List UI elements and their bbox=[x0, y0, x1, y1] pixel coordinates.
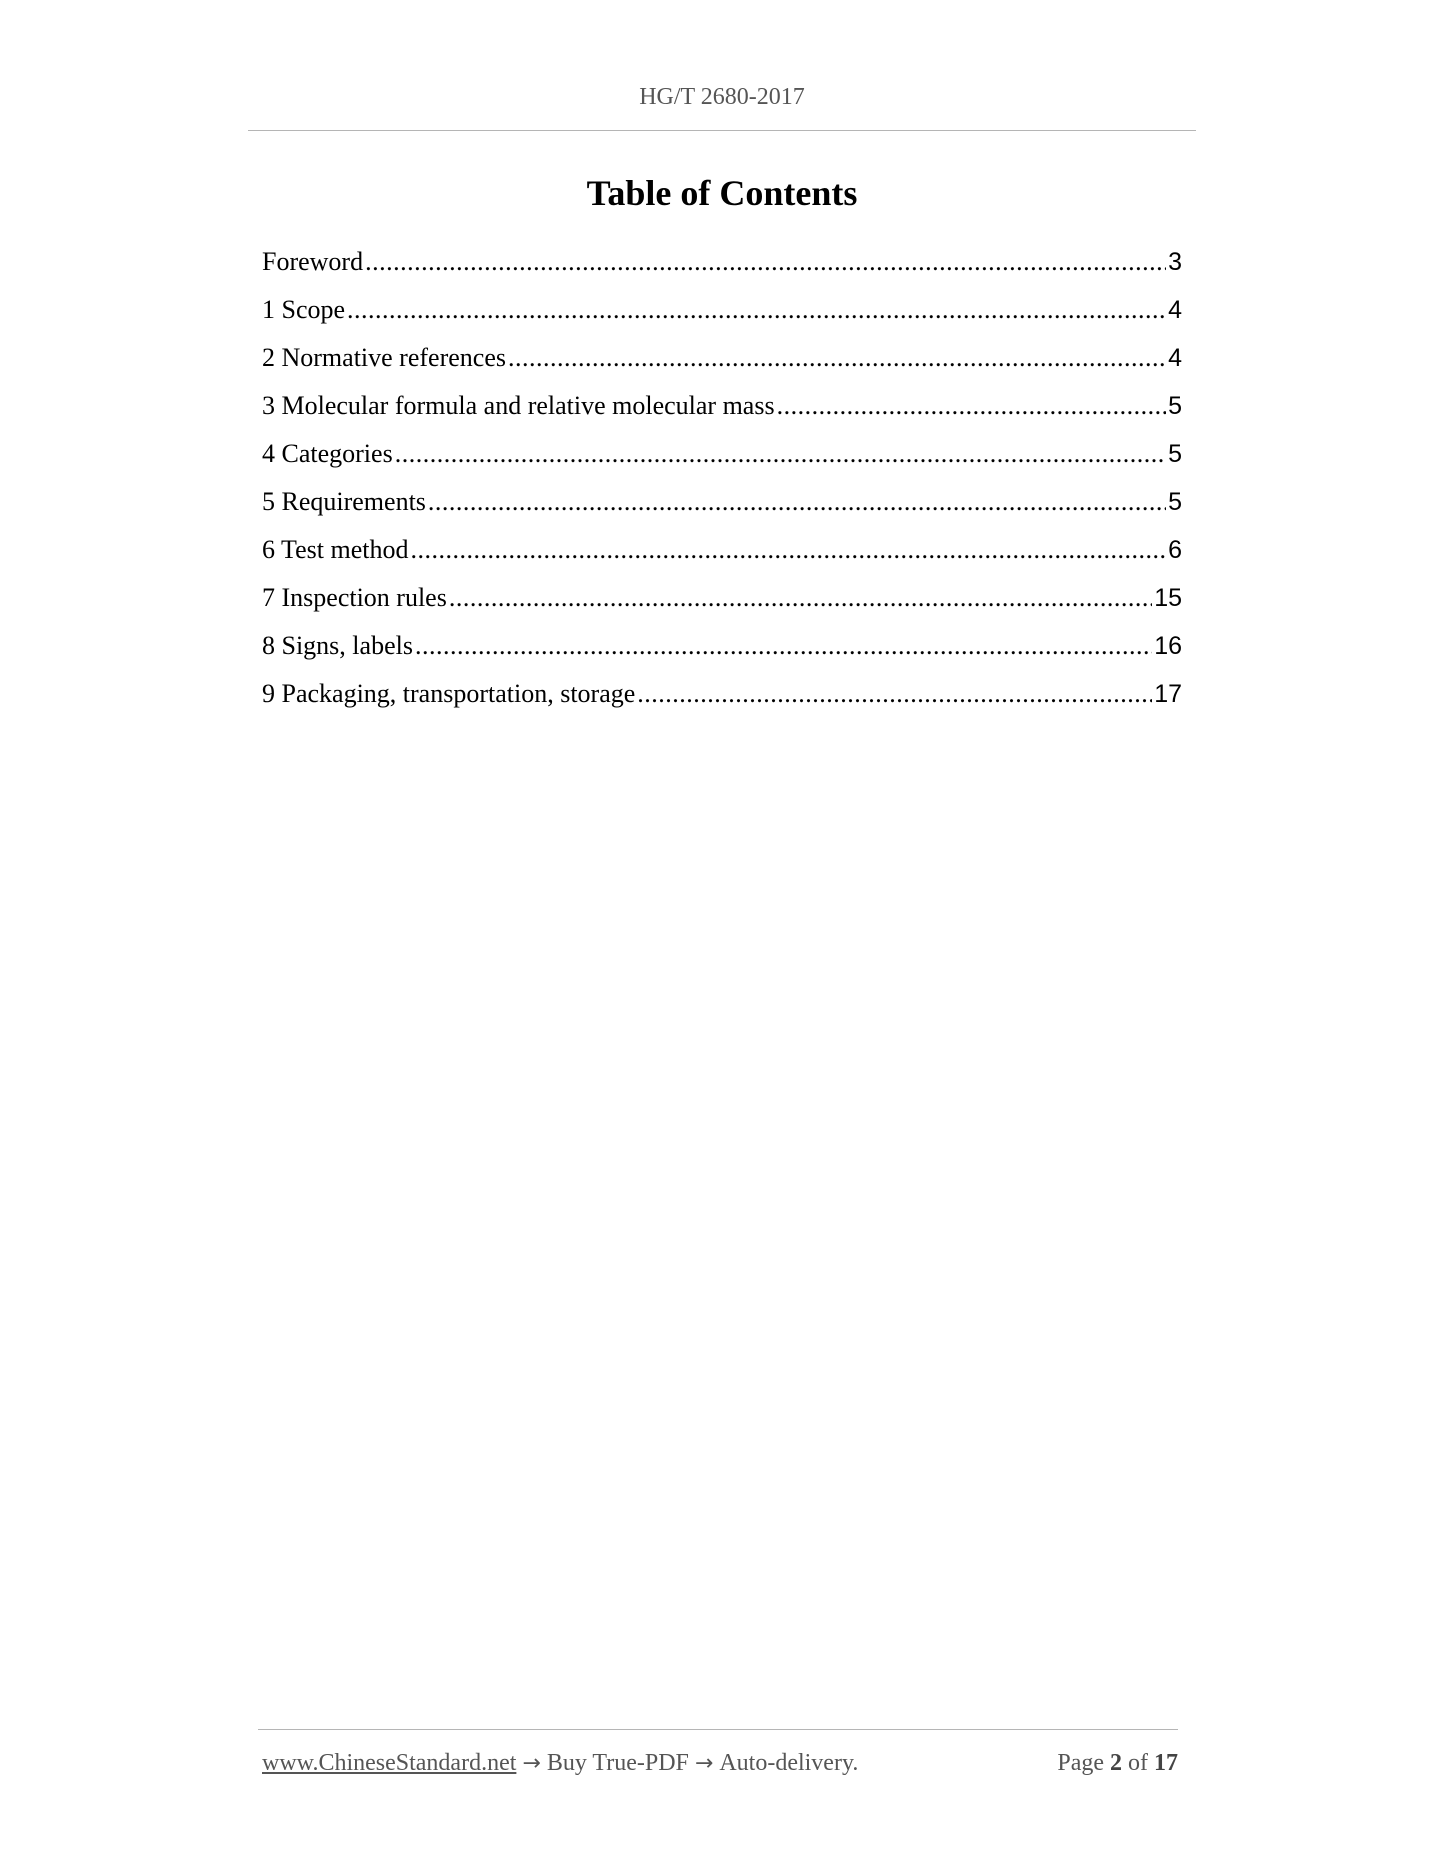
toc-dot-leader bbox=[508, 334, 1166, 382]
toc-item-label: Foreword bbox=[262, 247, 364, 276]
toc-item-requirements[interactable] bbox=[262, 478, 1182, 526]
page-of: of bbox=[1128, 1750, 1148, 1776]
toc-item-scope[interactable] bbox=[262, 286, 1182, 334]
toc-dot-leader bbox=[347, 286, 1166, 334]
toc-item-inspection-rules[interactable] bbox=[262, 574, 1182, 622]
toc-item-page: 4 bbox=[1168, 296, 1182, 324]
toc-item-label: 8 Signs, labels bbox=[262, 631, 413, 660]
website-link[interactable]: www.ChineseStandard.net bbox=[262, 1750, 517, 1776]
toc-item-page: 5 bbox=[1168, 440, 1182, 468]
page-total: 17 bbox=[1154, 1750, 1178, 1776]
toc-list bbox=[262, 238, 1182, 718]
page-number bbox=[1057, 1750, 1178, 1777]
toc-item-page: 16 bbox=[1154, 632, 1182, 660]
footer-step-buy: Buy True-PDF bbox=[546, 1750, 689, 1776]
toc-item-normative-references[interactable] bbox=[262, 334, 1182, 382]
toc-dot-leader bbox=[428, 478, 1166, 526]
toc-item-page: 6 bbox=[1168, 536, 1182, 564]
toc-dot-leader bbox=[449, 574, 1152, 622]
header-divider bbox=[248, 130, 1196, 131]
toc-item-foreword[interactable] bbox=[262, 238, 1182, 286]
toc-item-label: 3 Molecular formula and relative molecular mass bbox=[262, 391, 775, 420]
toc-item-label: 9 Packaging, transportation, storage bbox=[262, 679, 636, 708]
toc-item-label: 5 Requirements bbox=[262, 487, 426, 516]
arrow-right-icon: → bbox=[694, 1751, 714, 1776]
toc-item-packaging[interactable] bbox=[262, 670, 1182, 718]
toc-dot-leader bbox=[637, 670, 1152, 718]
toc-item-page: 15 bbox=[1154, 584, 1182, 612]
footer-promo bbox=[262, 1750, 858, 1777]
toc-item-categories[interactable] bbox=[262, 430, 1182, 478]
toc-item-label: 4 Categories bbox=[262, 439, 393, 468]
toc-dot-leader bbox=[777, 382, 1167, 430]
toc-item-label: 2 Normative references bbox=[262, 343, 506, 372]
toc-item-signs-labels[interactable] bbox=[262, 622, 1182, 670]
page-footer bbox=[262, 1750, 1178, 1786]
toc-dot-leader bbox=[395, 430, 1166, 478]
toc-item-test-method[interactable] bbox=[262, 526, 1182, 574]
toc-dot-leader bbox=[410, 526, 1166, 574]
toc-item-label: 1 Scope bbox=[262, 295, 346, 324]
toc-item-page: 4 bbox=[1168, 344, 1182, 372]
toc-item-page: 17 bbox=[1154, 680, 1182, 708]
toc-dot-leader bbox=[415, 622, 1152, 670]
footer-divider bbox=[258, 1729, 1178, 1730]
page-current: 2 bbox=[1110, 1750, 1122, 1776]
arrow-right-icon: → bbox=[522, 1751, 541, 1776]
page-label: Page bbox=[1057, 1750, 1104, 1776]
footer-step-delivery: Auto-delivery. bbox=[719, 1750, 859, 1776]
toc-item-label: 6 Test method bbox=[262, 535, 409, 564]
toc-item-label: 7 Inspection rules bbox=[262, 583, 447, 612]
document-header: HG/T 2680-2017 bbox=[639, 84, 805, 110]
toc-item-page: 5 bbox=[1168, 488, 1182, 516]
toc-dot-leader bbox=[365, 238, 1166, 286]
toc-item-molecular-formula[interactable] bbox=[262, 382, 1182, 430]
toc-title: Table of Contents bbox=[586, 173, 858, 213]
toc-item-page: 5 bbox=[1168, 392, 1182, 420]
toc-item-page: 3 bbox=[1168, 248, 1182, 276]
